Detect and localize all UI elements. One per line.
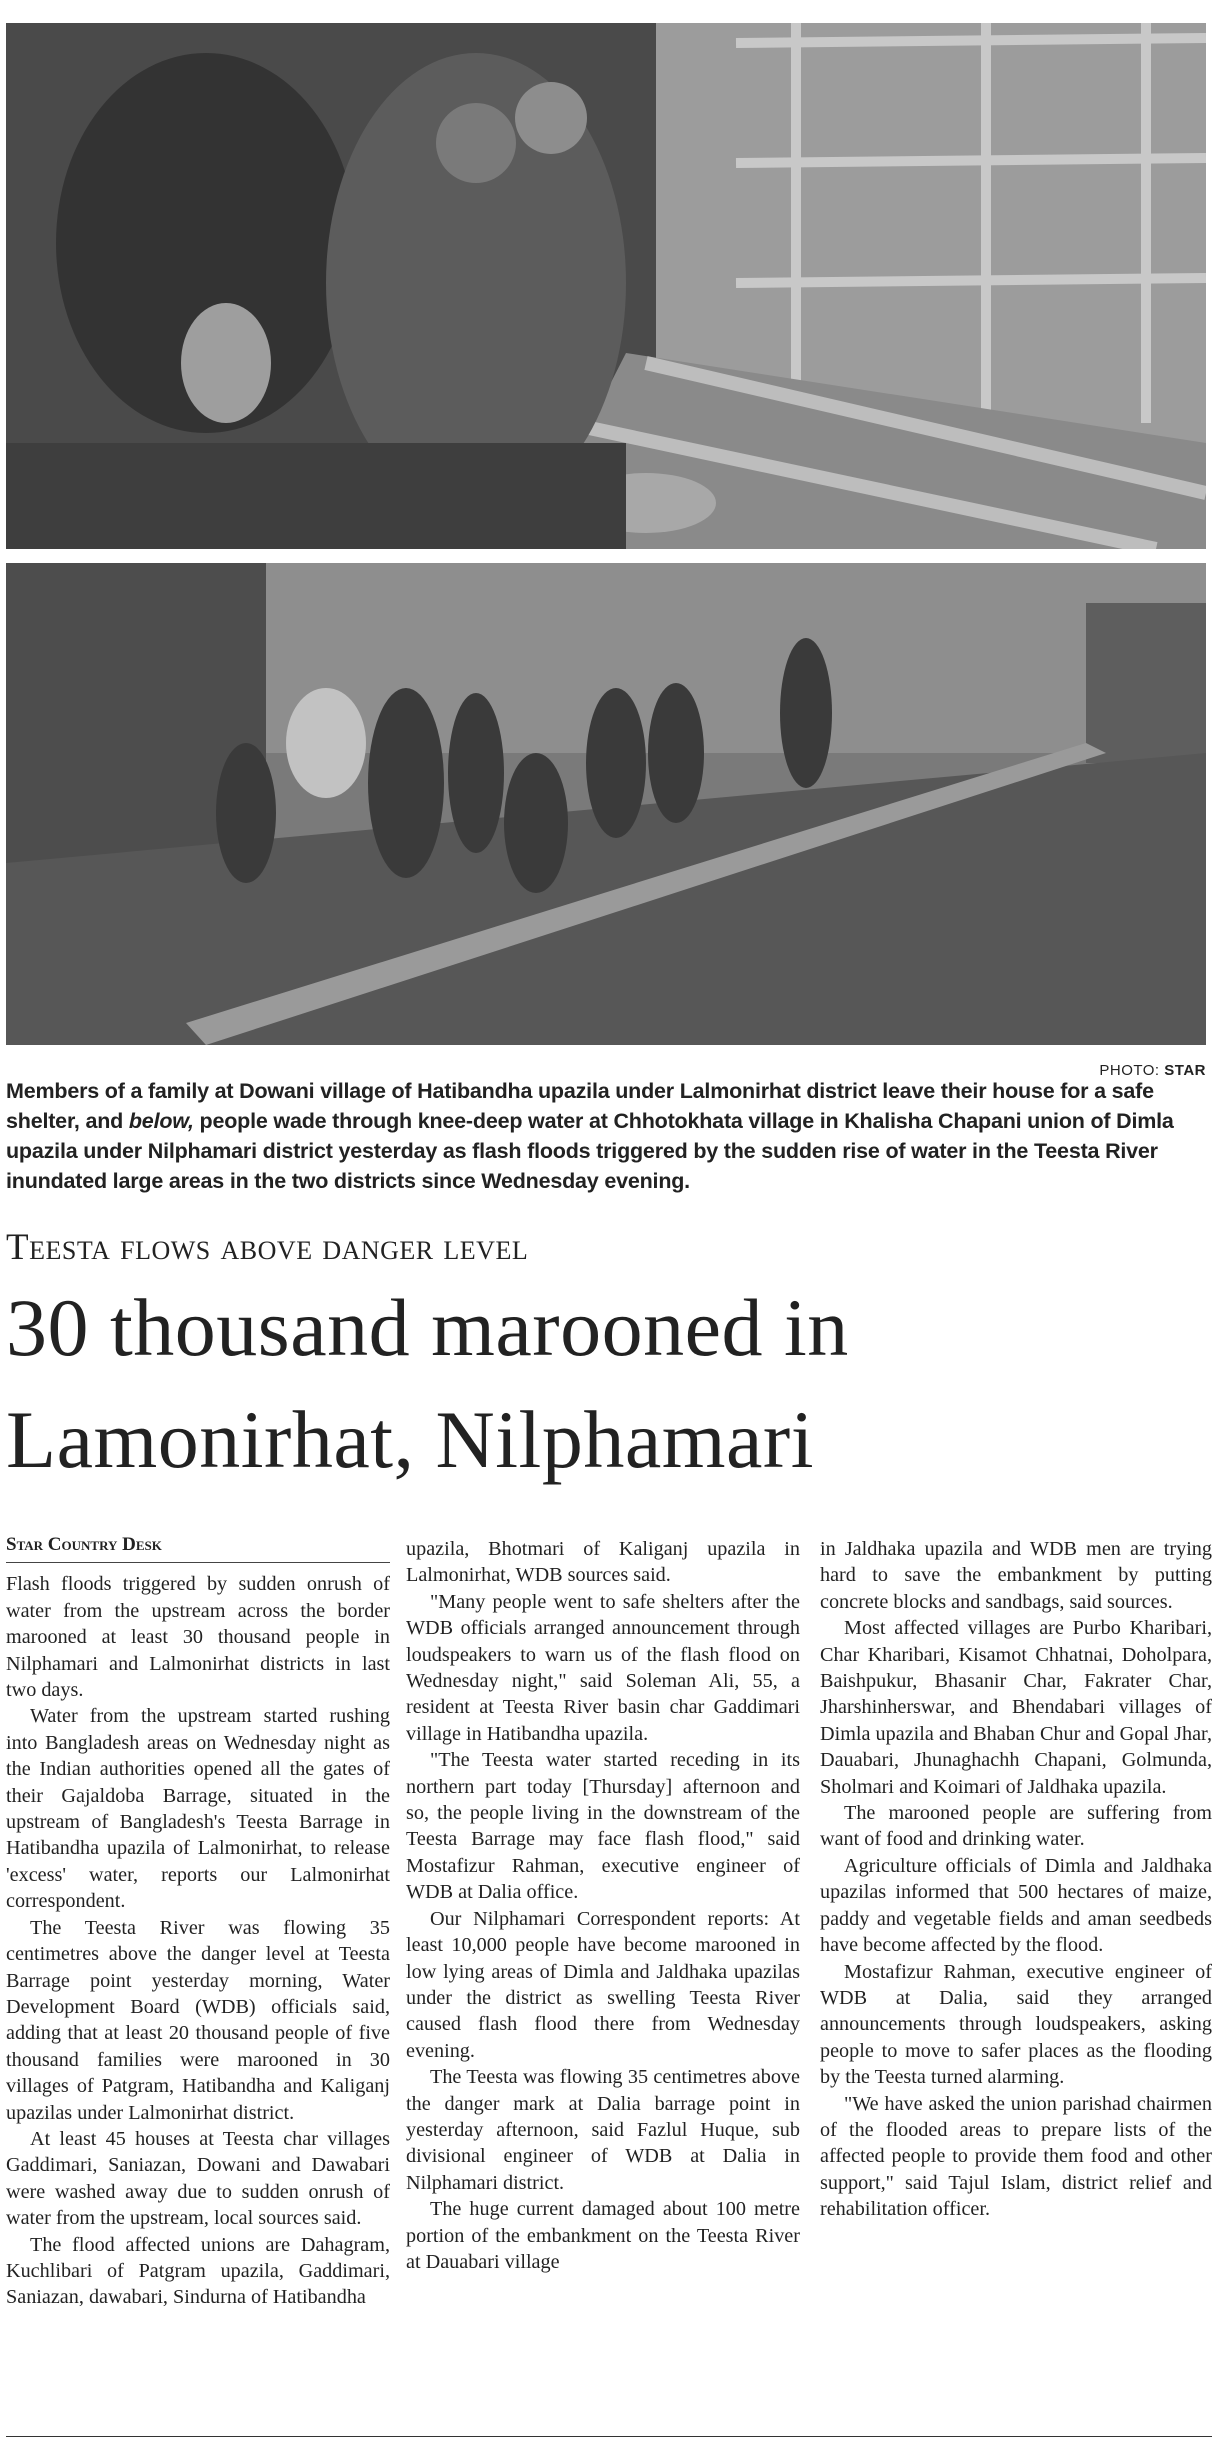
paragraph: "Many people went to safe shelters after the WDB officials arranged announcement through loudspeakers to warn us of the flash flood on Wednesday night," said Soleman Ali, 55, a resident at Teesta River basin char Gaddimari village in Hatibandha upazila. [406,1590,800,1745]
paragraph: Water from the upstream started rushing into Bangladesh areas on Wednesday night as the Indian authorities opened all the gates of their Gajaldoba Barrage, situated in the upstream of Bangladesh's Teesta Barrage in Hatibandha upazila of Lalmonirhat, to release 'excess' water, reports our Lalmonirhat correspondent. [6,1705,390,1913]
photo-family-leaving-house [6,23,1206,549]
photo-wading-graphic [6,563,1206,1045]
photo-people-wading [6,563,1206,1045]
paragraph: Mostafizur Rahman, executive engineer of WDB at Dalia, said they arranged announcements through loudspeakers, asking people to move to safer places as the flooding by the Teesta turned alarming. [820,1960,1212,2089]
paragraph: At least 45 houses at Teesta char villages Gaddimari, Saniazan, Dowani and Dawabari were washed away due to sudden onrush of water from the upstream, local sources said. [6,2127,390,2230]
paragraph: Agriculture officials of Dimla and Jaldhaka upazilas informed that 500 hectares of maize, paddy and vegetable fields and aman seedbeds have become affected by the flood. [820,1854,1212,1957]
paragraph: The Teesta River was flowing 35 centimetres above the danger level at Teesta Barrage point yesterday morning, Water Development Board (WDB) officials said, adding that at least 20 thousand people of five thousand families were marooned in 30 villages of Patgram, Hatibandha and Kaliganj upazilas under Lalmonirhat district. [6,1916,390,2124]
article-column-3 [820,1536,1212,2223]
paragraph: in Jaldhaka upazila and WDB men are trying hard to save the embankment by putting concrete blocks and sandbags, said sources. [820,1538,1212,1613]
photo-credit-agency: STAR [1164,1062,1206,1079]
bottom-rule [6,2436,1212,2437]
paragraph: The marooned people are suffering from want of food and drinking water. [820,1802,1212,1851]
photo-caption [6,1076,1206,1196]
caption-part1: Members of a family at Dowani village of Hatibandha upazila under Lalmonirhat district leave their house for a safe shelter, and [6,1079,1154,1133]
paragraph: Most affected villages are Purbo Kharibari, Char Kharibari, Kisamot Chhatnai, Doholpara, Baishpukur, Bhasanir Char, Fakrater Char, Jharshinherswar, and Bhendabari villages of Dimla upazila and Bhaban Chur and Gopal Jhar, Dauabari, Jhunaghachh Chapani, Golmunda, Sholmari and Koimari of Jaldhaka upazila. [820,1617,1212,1798]
article-column-1 [6,1532,390,2311]
paragraph: Flash floods triggered by sudden onrush of water from the upstream across the border marooned at least 30 thousand people in Nilphamari and Lalmonirhat districts in last two days. [6,1573,390,1702]
paragraph: The flood affected unions are Dahagram, Kuchlibari of Patgram upazila, Gaddimari, Saniazan, dawabari, Sindurna of Hatibandha [6,2233,390,2309]
article-column-2 [406,1536,800,2275]
paragraph: "The Teesta water started receding in its northern part today [Thursday] afternoon and so, the people living in the downstream of the Teesta Barrage may face flash flood," said Mostafizur Rahman, executive engineer of WDB at Dalia office. [406,1749,800,1904]
paragraph: The huge current damaged about 100 metre portion of the embankment on the Teesta River at Dauabari village [406,2198,800,2273]
headline: 30 thousand marooned in Lamonirhat, Nilphamari [6,1282,849,1485]
paragraph: upazila, Bhotmari of Kaliganj upazila in Lalmonirhat, WDB sources said. [406,1538,800,1587]
kicker: Teesta flows above danger level [6,1227,529,1268]
caption-emphasis: below, [128,1109,194,1133]
caption-part2: people wade through knee-deep water at Chhotokhata village in Khalisha Chapani union of Dimla upazila under Nilphamari district yesterday as flash floods triggered by the sudden rise of water in the Teesta River inundated large areas in the two districts since Wednesday evening. [6,1109,1174,1193]
photo-family-graphic [6,23,1206,549]
photo-credit-label: PHOTO: [1099,1062,1160,1079]
paragraph: The Teesta was flowing 35 centimetres above the danger mark at Dalia barrage point in yesterday afternoon, said Fazlul Huque, sub divisional engineer of WDB at Dalia in Nilphamari district. [406,2066,800,2194]
byline: Star Country Desk [6,1532,390,1563]
paragraph: Our Nilphamari Correspondent reports: At least 10,000 people have become marooned in low lying areas of Dimla and Jaldhaka upazilas under the district as swelling Teesta River caused flash flood there from Wednesday evening. [406,1907,800,2062]
paragraph: "We have asked the union parishad chairmen of the flooded areas to prepare lists of the affected people to provide them food and other support," said Tajul Islam, district relief and rehabilitation officer. [820,2092,1212,2221]
